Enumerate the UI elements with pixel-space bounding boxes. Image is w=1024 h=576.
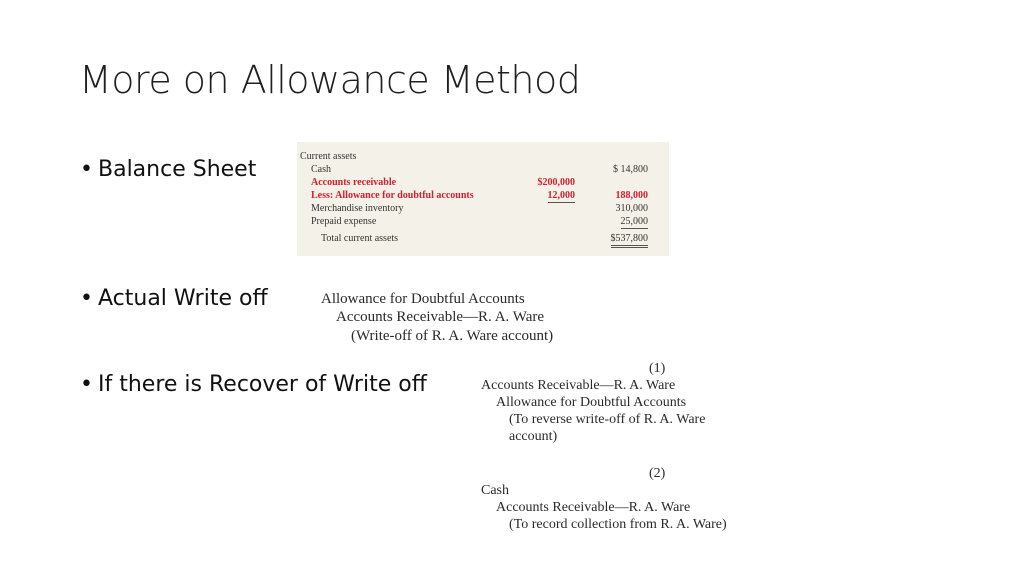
bs-value: $537,800 [611,232,649,248]
slide-title: More on Allowance Method [79,58,581,102]
writeoff-debit: Allowance for Doubtful Accounts [321,291,525,307]
recovery1-debit: Accounts Receivable—R. A. Ware [481,378,676,393]
bs-row-ar [297,176,669,189]
recovery2-credit: Accounts Receivable—R. A. Ware [496,500,691,515]
bs-row-allowance [297,189,669,202]
bullet-balance-sheet [80,157,256,182]
bullet-recovery [80,372,427,397]
entry-number-2: (2) [649,466,666,481]
writeoff-credit: Accounts Receivable—R. A. Ware [336,309,545,325]
bs-label: Less: Allowance for doubtful accounts [311,190,474,201]
bs-value: $200,000 [537,177,575,188]
bs-label: Prepaid expense [311,216,377,227]
bs-label: Cash [311,164,331,175]
bs-value: $ 14,800 [613,164,648,175]
bs-row-inventory [297,202,669,215]
bullet-dot: • [80,157,93,182]
bullet-dot: • [80,372,93,397]
recovery1-memo-line2: account) [509,429,558,444]
entry-number-1: (1) [649,361,666,376]
bullet-text: If there is Recover of Write off [98,372,427,397]
balance-sheet-image [297,142,669,256]
bs-row-cash [297,163,669,176]
writeoff-memo: (Write-off of R. A. Ware account) [351,328,554,344]
recovery1-memo-line1: (To reverse write-off of R. A. Ware [509,412,706,427]
recovery1-credit: Allowance for Doubtful Accounts [496,395,687,410]
bs-header-row [297,150,669,163]
recovery2-debit: Cash [481,483,509,498]
recovery2-memo: (To record collection from R. A. Ware) [509,517,727,532]
bullet-dot: • [80,286,93,311]
bullet-text: Actual Write off [98,286,268,311]
bs-label: Total current assets [321,233,399,244]
bs-value: 310,000 [615,203,648,214]
bs-label: Accounts receivable [311,177,397,188]
bs-row-prepaid [297,215,669,228]
bullet-text: Balance Sheet [98,157,257,182]
bs-header: Current assets [300,151,357,162]
bullet-actual-write-off [80,286,268,311]
bs-value: 188,000 [615,190,648,201]
bs-row-total [297,232,669,245]
bs-value: 25,000 [620,216,648,227]
bs-value: 12,000 [547,190,575,201]
bs-label: Merchandise inventory [311,203,404,214]
